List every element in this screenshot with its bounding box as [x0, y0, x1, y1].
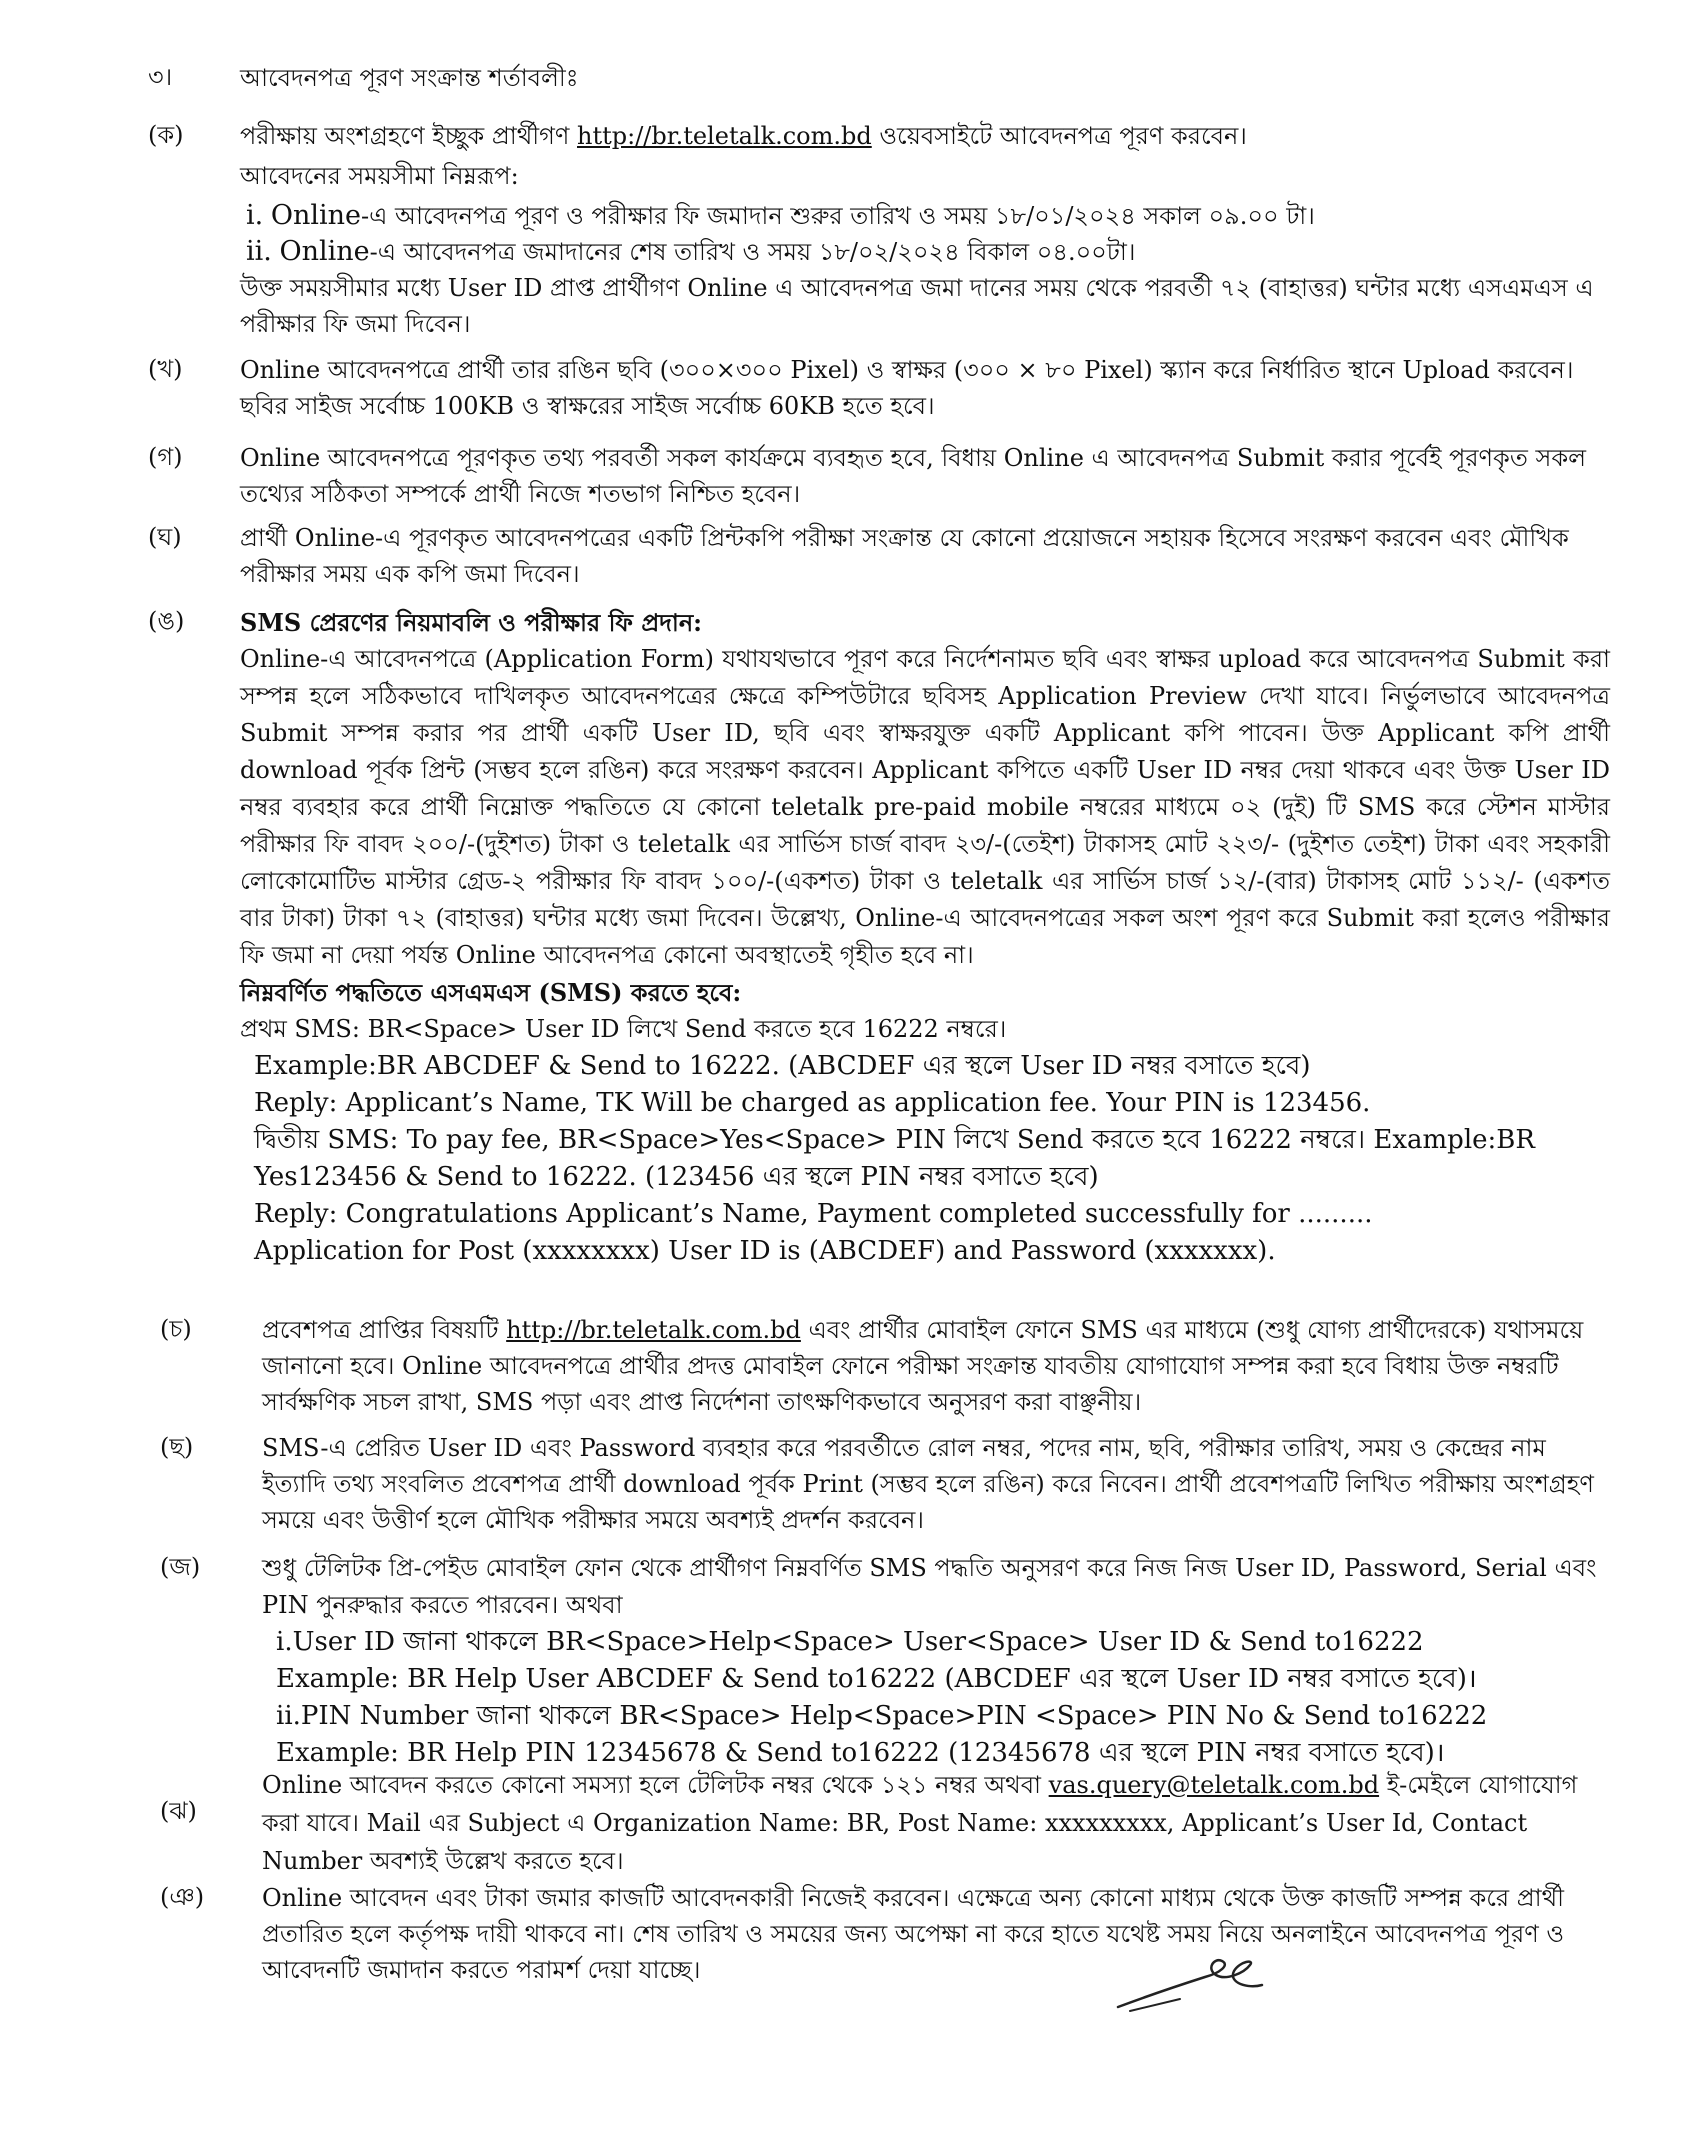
- cha-text: প্রবেশপত্র প্রাপ্তির বিষয়টি http://br.teletalk.com.bd এবং প্রার্থীর মোবাইল ফোনে SMS এর মাধ্যমে (শুধু যোগ্য প্রার্থীদেরকে) যথাসময়ে জানানো হবে। Online আবেদনপত্রে প্রার্থীর প্রদত্ত মোবাইল ফোনে পরীক্ষা সংক্রান্ত যাবতীয় যোগাযোগ সম্পন্ন করা হবে বিধায় উক্ত নম্বরটি সার্বক্ষণিক সচল রাখা, SMS পড়া এবং প্রাপ্ত নির্দেশনা তাৎক্ষণিকভাবে অনুসরণ করা বাঞ্ছনীয়।: [262, 1316, 1584, 1416]
- ga-text: Online আবেদনপত্রে পূরণকৃত তথ্য পরবর্তী সকল কার্যক্রমে ব্যবহৃত হবে, বিধায় Online এ আবেদনপত্র Submit করার পূর্বেই পূরণকৃত সকল তথ্যের সঠিকতা সম্পর্কে প্রার্থী নিজে শতভাগ নিশ্চিত হবেন।: [240, 444, 1587, 508]
- kha-text: Online আবেদনপত্রে প্রার্থী তার রঙিন ছবি (৩০০×৩০০ Pixel) ও স্বাক্ষর (৩০০ × ৮০ Pixel) স্ক্যান করে নির্ধারিত স্থানে Upload করবেন। ছবির সাইজ সর্বোচ্চ 100KB ও স্বাক্ষরের সাইজ সর্বোচ্চ 60KB হতে হবে।: [240, 356, 1574, 420]
- section-cha-label: (চ): [160, 1315, 192, 1343]
- ka-line1: পরীক্ষায় অংশগ্রহণে ইচ্ছুক প্রার্থীগণ http://br.teletalk.com.bd ওয়েবসাইটে আবেদনপত্র পূরণ করবেন।: [240, 122, 1247, 150]
- heading-number: ৩।: [148, 63, 173, 91]
- ka-item1: i. Online-এ আবেদনপত্র পূরণ ও পরীক্ষার ফি জমাদান শুরুর তারিখ ও সময় ১৮/০১/২০২৪ সকাল ০৯.০০ টা।: [246, 200, 1315, 231]
- ka-note: উক্ত সময়সীমার মধ্যে User ID প্রাপ্ত প্রার্থীগণ Online এ আবেদনপত্র জমা দানের সময় থেকে পরবর্তী ৭২ (বাহাত্তর) ঘন্টার মধ্যে এসএমএস এ পরীক্ষার ফি জমা দিবেন।: [240, 274, 1594, 338]
- ja-text: শুধু টেলিটক প্রি-পেইড মোবাইল ফোন থেকে প্রার্থীগণ নিম্নবর্ণিত SMS পদ্ধতি অনুসরণ করে নিজ নিজ User ID, Password, Serial এবং PIN পুনরুদ্ধার করতে পারবেন। অথবা: [262, 1554, 1597, 1619]
- section-jha-label: (ঝ): [160, 1797, 197, 1825]
- ka-item2: ii. Online-এ আবেদনপত্র জমাদানের শেষ তারিখ ও সময় ১৮/০২/২০২৪ বিকাল ০৪.০০টা।: [246, 236, 1136, 267]
- sms-second: দ্বিতীয় SMS: To pay fee, BR<Space>Yes<Space> PIN লিখে Send করতে হবে 16222 নম্বরে। Example:BR Yes123456 & Send to 16222. (123456 এর স্থলে PIN নম্বর বসাতে হবে): [254, 1125, 1535, 1192]
- section-chha-label: (ছ): [160, 1433, 194, 1461]
- heading-title: আবেদনপত্র পূরণ সংক্রান্ত শর্তাবলীঃ: [240, 64, 579, 92]
- umo-paragraph: Online-এ আবেদনপত্রে (Application Form) যথাযথভাবে পূরণ করে নির্দেশনামত ছবি এবং স্বাক্ষর upload করে আবেদনপত্র Submit করা সম্পন্ন হলে সঠিকভাবে দাখিলকৃত আবেদনপত্রের ক্ষেত্রে কম্পিউটারে ছবিসহ Application Preview দেখা যাবে। নির্ভুলভাবে আবেদনপত্র Submit সম্পন্ন করার পর প্রার্থী একটি User ID, ছবি এবং স্বাক্ষরযুক্ত একটি Applicant কপি পাবেন। উক্ত Applicant কপি প্রার্থী download পূর্বক প্রিন্ট (সম্ভব হলে রঙিন) করে সংরক্ষণ করবেন। Applicant কপিতে একটি User ID নম্বর দেয়া থাকবে এবং উক্ত User ID নম্বর ব্যবহার করে প্রার্থী নিম্নোক্ত পদ্ধতিতে যে কোনো teletalk pre-paid mobile নম্বরের মাধ্যমে ০২ (দুই) টি SMS করে স্টেশন মাস্টার পরীক্ষার ফি বাবদ ২০০/-(দুইশত) টাকা ও teletalk এর সার্ভিস চার্জ বাবদ ২৩/-(তেইশ) টাকাসহ মোট ২২৩/- (দুইশত তেইশ) টাকা এবং সহকারী লোকোমোটিভ মাস্টার গ্রেড-২ পরীক্ষার ফি বাবদ ১০০/-(একশত) টাকা ও teletalk এর সার্ভিস চার্জ ১২/-(বার) টাকাসহ মোট ১১২/- (একশত বার টাকা) টাকা ৭২ (বাহাত্তর) ঘন্টার মধ্যে জমা দিবেন। উল্লেখ্য, Online-এ আবেদনপত্রের সকল অংশ পূরণ করে Submit করা হলেও পরীক্ষার ফি জমা না দেয়া পর্যন্ত Online আবেদনপত্র কোনো অবস্থাতেই গৃহীত হবে না।: [240, 645, 1610, 969]
- ja-example-1: Example: BR Help User ABCDEF & Send to16222 (ABCDEF এর স্থলে User ID নম্বর বসাতে হবে)।: [276, 1664, 1477, 1694]
- jha-text: Online আবেদন করতে কোনো সমস্যা হলে টেলিটক নম্বর থেকে ১২১ নম্বর অথবা vas.query@teletalk.com.bd ই-মেইলে যোগাযোগ করা যাবে। Mail এর Subject এ Organization Name: BR, Post Name: xxxxxxxxx, Applicant’s User Id, Contact Number অবশ্যই উল্লেখ করতে হবে।: [262, 1771, 1578, 1875]
- section-kha-label: (খ): [148, 355, 183, 383]
- umo-title: SMS প্রেরণের নিয়মাবলি ও পরীক্ষার ফি প্রদান:: [240, 608, 702, 637]
- sms-reply-3: Application for Post (xxxxxxxx) User ID is (ABCDEF) and Password (xxxxxxx).: [254, 1236, 1276, 1266]
- ka-line2: আবেদনের সময়সীমা নিম্নরূপ:: [240, 162, 519, 190]
- teletalk-link-2[interactable]: http://br.teletalk.com.bd: [506, 1316, 801, 1344]
- sms-first: প্রথম SMS: BR<Space> User ID লিখে Send করতে হবে 16222 নম্বরে।: [240, 1015, 1007, 1043]
- sms-reply-1: Reply: Applicant’s Name, TK Will be charged as application fee. Your PIN is 123456.: [254, 1088, 1371, 1118]
- nya-text: Online আবেদন এবং টাকা জমার কাজটি আবেদনকারী নিজেই করবেন। এক্ষেত্রে অন্য কোনো মাধ্যম থেকে উক্ত কাজটি সম্পন্ন করে প্রার্থী প্রতারিত হলে কর্তৃপক্ষ দায়ী থাকবে না। শেষ তারিখ ও সময়ের জন্য অপেক্ষা না করে হাতে যথেষ্ট সময় নিয়ে অনলাইনে আবেদনপত্র পূরণ ও আবেদনটি জমাদান করতে পরামর্শ দেয়া যাচ্ছে।: [262, 1884, 1565, 1984]
- section-ja-label: (জ): [160, 1553, 201, 1581]
- section-ga-label: (গ): [148, 443, 183, 471]
- section-umo-label: (ঙ): [148, 607, 185, 635]
- support-email-link[interactable]: vas.query@teletalk.com.bd: [1048, 1771, 1380, 1799]
- section-gha-label: (ঘ): [148, 523, 182, 551]
- gha-text: প্রার্থী Online-এ পূরণকৃত আবেদনপত্রের একটি প্রিন্টকপি পরীক্ষা সংক্রান্ত যে কোনো প্রয়োজনে সহায়ক হিসেবে সংরক্ষণ করবেন এবং মৌখিক পরীক্ষার সময় এক কপি জমা দিবেন।: [240, 524, 1569, 588]
- teletalk-link[interactable]: http://br.teletalk.com.bd: [577, 122, 872, 150]
- section-nya-label: (ঞ): [160, 1883, 205, 1911]
- signature-scribble: [1110, 1955, 1270, 2015]
- ja-item-2: ii.PIN Number জানা থাকলে BR<Space> Help<Space>PIN <Space> PIN No & Send to16222: [276, 1701, 1488, 1731]
- sms-example-1: Example:BR ABCDEF & Send to 16222. (ABCDEF এর স্থলে User ID নম্বর বসাতে হবে): [254, 1051, 1311, 1081]
- ja-item-1: i.User ID জানা থাকলে BR<Space>Help<Space> User<Space> User ID & Send to16222: [276, 1627, 1424, 1657]
- sms-reply-2: Reply: Congratulations Applicant’s Name, Payment completed successfully for .........: [254, 1199, 1373, 1229]
- chha-text: SMS-এ প্রেরিত User ID এবং Password ব্যবহার করে পরবর্তীতে রোল নম্বর, পদের নাম, ছবি, পরীক্ষার তারিখ, সময় ও কেন্দ্রের নাম ইত্যাদি তথ্য সংবলিত প্রবেশপত্র প্রার্থী download পূর্বক Print (সম্ভব হলে রঙিন) করে নিবেন। প্রার্থী প্রবেশপত্রটি লিখিত পরীক্ষায় অংশগ্রহণ সময়ে এবং উত্তীর্ণ হলে মৌখিক পরীক্ষার সময়ে অবশ্যই প্রদর্শন করবেন।: [262, 1434, 1594, 1534]
- sms-method-title: নিম্নবর্ণিত পদ্ধতিতে এসএমএস (SMS) করতে হবে:: [240, 978, 742, 1007]
- ja-example-2: Example: BR Help PIN 12345678 & Send to16222 (12345678 এর স্থলে PIN নম্বর বসাতে হবে)।: [276, 1738, 1445, 1768]
- section-ka-label: (ক): [148, 121, 184, 149]
